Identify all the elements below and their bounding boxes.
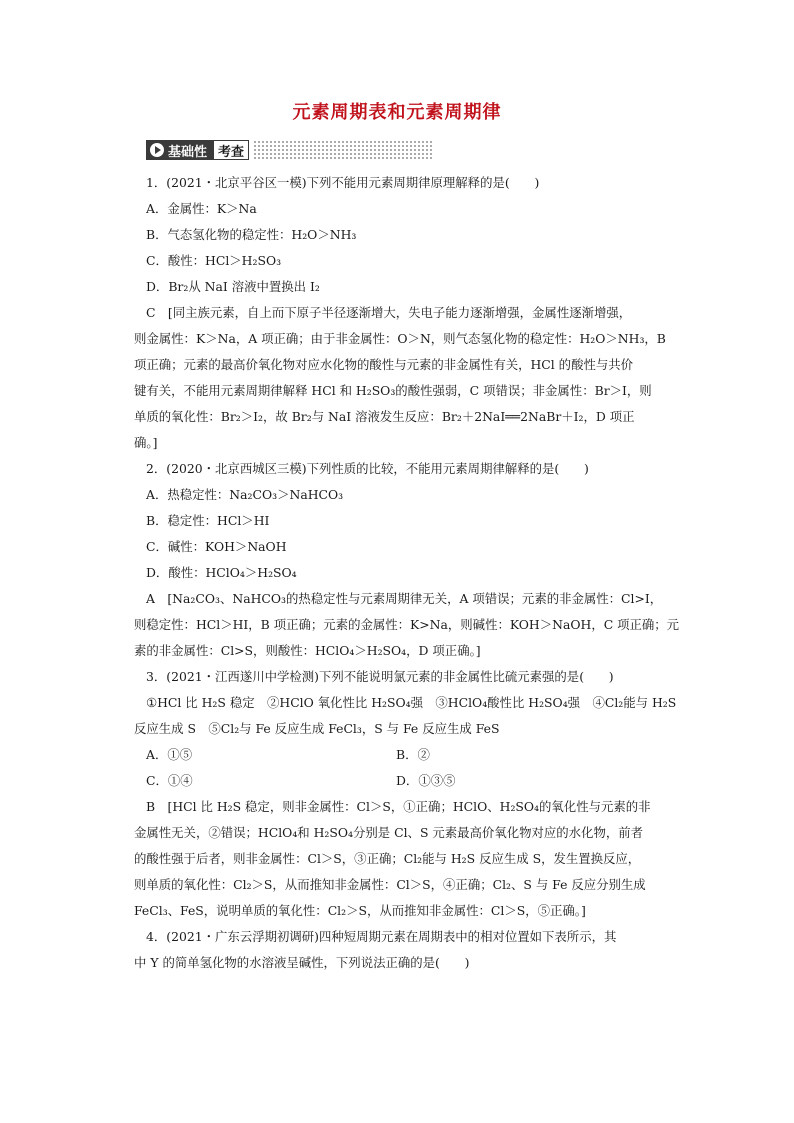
- q2-answer-line: 素的非金属性：Cl>S，则酸性：HClO₄＞H₂SO₄，D 项正确。]: [134, 643, 481, 658]
- q1-option-d: D．Br₂从 NaI 溶液中置换出 I₂: [146, 279, 320, 294]
- q3-answer-line: 则单质的氧化性：Cl₂＞S，从而推知非金属性：Cl＞S，④正确；Cl₂、S 与 Fe 反应分别生成: [134, 877, 646, 892]
- q3-answer-line: 金属性无关，②错误；HClO₄和 H₂SO₄分别是 Cl、S 元素最高价氧化物对应的水化物，前者: [134, 825, 644, 840]
- q2-option-b: B．稳定性：HCl＞HI: [146, 513, 270, 528]
- question-1: 1．(2021・北京平谷区一模)下列不能用元素周期律原理解释的是( ): [146, 175, 540, 190]
- page-title: 元素周期表和元素周期律: [292, 102, 502, 123]
- q1-option-a: A．金属性：K＞Na: [146, 201, 257, 216]
- q1-answer-line: C [同主族元素，自上而下原子半径逐渐增大，失电子能力逐渐增强，金属性逐渐增强，: [146, 305, 632, 320]
- q1-option-b: B．气态氢化物的稳定性：H₂O＞NH₃: [146, 227, 357, 242]
- q3-statements: 反应生成 S ⑤Cl₂与 Fe 反应生成 FeCl₃，S 与 Fe 反应生成 FeS: [134, 721, 500, 736]
- q3-statements: ①HCl 比 H₂S 稳定 ②HClO 氧化性比 H₂SO₄强 ③HClO₄酸性比 H₂SO₄强 ④Cl₂能与 H₂S: [146, 695, 677, 710]
- q3-option-b: B．②: [396, 747, 430, 762]
- banner-left-label: 基础性: [168, 144, 208, 160]
- q3-option-a: A．①⑤: [146, 747, 193, 762]
- question-2: 2．(2020・北京西城区三模)下列性质的比较，不能用元素周期律解释的是( ): [146, 461, 589, 476]
- q1-answer-line: 单质的氧化性：Br₂＞I₂，故 Br₂与 NaI 溶液发生反应：Br₂＋2NaI══2NaBr＋I₂，D 项正: [134, 409, 635, 424]
- question-4: 4．(2021・广东云浮期初调研)四种短周期元素在周期表中的相对位置如下表所示，其: [146, 929, 617, 944]
- q3-options-row-1: [146, 742, 674, 768]
- question-3: 3．(2021・江西遂川中学检测)下列不能说明氯元素的非金属性比硫元素强的是( ): [146, 669, 614, 684]
- question-4-cont: 中 Y 的简单氢化物的水溶液呈碱性，下列说法正确的是( ): [134, 955, 470, 970]
- q2-option-c: C．碱性：KOH＞NaOH: [146, 539, 287, 554]
- q3-answer-line: B [HCl 比 H₂S 稳定，则非金属性：Cl＞S，①正确；HClO、H₂SO₄的氧化性与元素的非: [146, 799, 651, 814]
- q3-answer-line: 的酸性强于后者，则非金属性：Cl＞S，③正确；Cl₂能与 H₂S 反应生成 S，发生置换反应，: [134, 851, 641, 866]
- q1-answer-line: 项正确；元素的最高价氧化物对应水化物的酸性与元素的非金属性有关，HCl 的酸性与共价: [134, 357, 634, 372]
- q2-answer-line: 则稳定性：HCl＞HI，B 项正确；元素的金属性：K>Na，则碱性：KOH＞NaOH，C 项正确；元: [134, 617, 680, 632]
- q1-answer-line: 则金属性：K＞Na，A 项正确；由于非金属性：O＞N，则气态氢化物的稳定性：H₂O＞NH₃，B: [134, 331, 666, 346]
- q2-answer-line: A [Na₂CO₃、NaHCO₃的热稳定性与元素周期律无关，A 项错误；元素的非金属性：Cl>I，: [146, 591, 663, 606]
- banner-dots: [253, 140, 433, 160]
- play-icon: [150, 143, 164, 157]
- q3-option-c: C．①④: [146, 773, 193, 788]
- section-banner: [146, 140, 433, 160]
- q3-answer-line: FeCl₃、FeS，说明单质的氧化性：Cl₂＞S，从而推知非金属性：Cl＞S，⑤正确。]: [134, 903, 586, 918]
- q1-option-c: C．酸性：HCl＞H₂SO₃: [146, 253, 282, 268]
- q1-answer-line: 键有关，不能用元素周期律解释 HCl 和 H₂SO₃的酸性强弱，C 项错误；非金属性：Br＞I，则: [134, 383, 652, 398]
- q2-option-d: D．酸性：HClO₄＞H₂SO₄: [146, 565, 297, 580]
- q2-option-a: A．热稳定性：Na₂CO₃＞NaHCO₃: [146, 487, 344, 502]
- q1-answer-line: 确。]: [134, 435, 158, 450]
- banner-left: [146, 140, 213, 160]
- banner-right-label: 考查: [213, 140, 249, 160]
- q3-option-d: D．①③⑤: [396, 773, 456, 788]
- question-content: [134, 170, 680, 976]
- q3-options-row-2: [146, 768, 674, 794]
